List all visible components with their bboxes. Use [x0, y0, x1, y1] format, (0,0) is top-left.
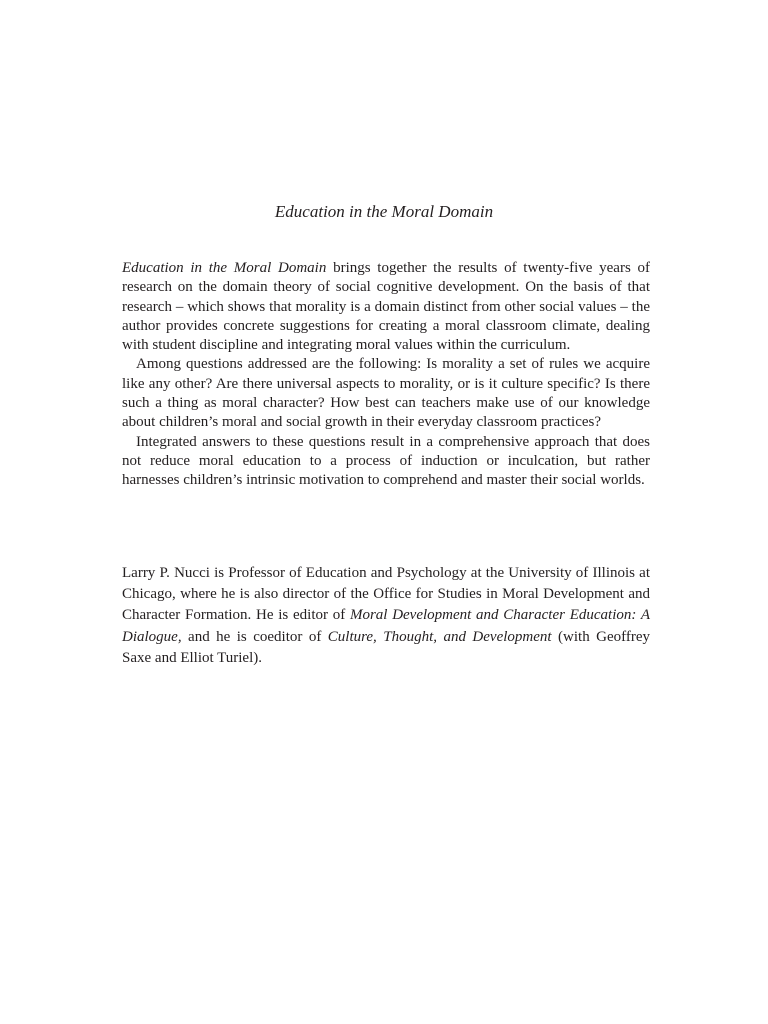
author-bio-text-1: Larry P. Nucci is Professor of Education and Psychology at the University of Illinois at Chicago, where he is also director of the Office for Studies in Moral Development and Character Formation. He is editor of [122, 565, 650, 624]
coedited-book-title: Culture, Thought, and Development [327, 628, 552, 645]
book-description [122, 259, 650, 491]
description-paragraph-1-text: brings together the results of twenty-five years of research on the domain theory of social cognitive development. On the basis of that research – which shows that morality is a domain distinct from other social values – the author provides concrete suggestions for creating a moral classroom climate, dealing with student discipline and integrating moral values within the curriculum. [122, 260, 651, 354]
description-paragraph-1 [122, 259, 650, 355]
author-bio-text-2: and he is coeditor of [181, 628, 328, 645]
title-reference: Education in the Moral Domain [122, 260, 327, 276]
author-bio-text-3: (with Geoffrey Saxe and Elliot Turiel). [122, 628, 651, 666]
edited-book-title: Moral Development and Character Education: A Dialogue, [122, 607, 650, 645]
book-title: Education in the Moral Domain [274, 202, 494, 221]
description-paragraph-2: Among questions addressed are the following: Is morality a set of rules we acquire like any other? Are there universal aspects to morality, or is it culture specific? Is there such a thing as moral character? How best can teachers make use of our knowledge about children’s moral and social growth in their everyday classroom practices? [122, 356, 650, 431]
author-bio [122, 563, 650, 669]
description-paragraph-3: Integrated answers to these questions result in a comprehensive approach that does not reduce moral education to a process of induction or inculcation, but rather harnesses children’s intrinsic motivation to comprehend and master their social worlds. [122, 433, 650, 489]
